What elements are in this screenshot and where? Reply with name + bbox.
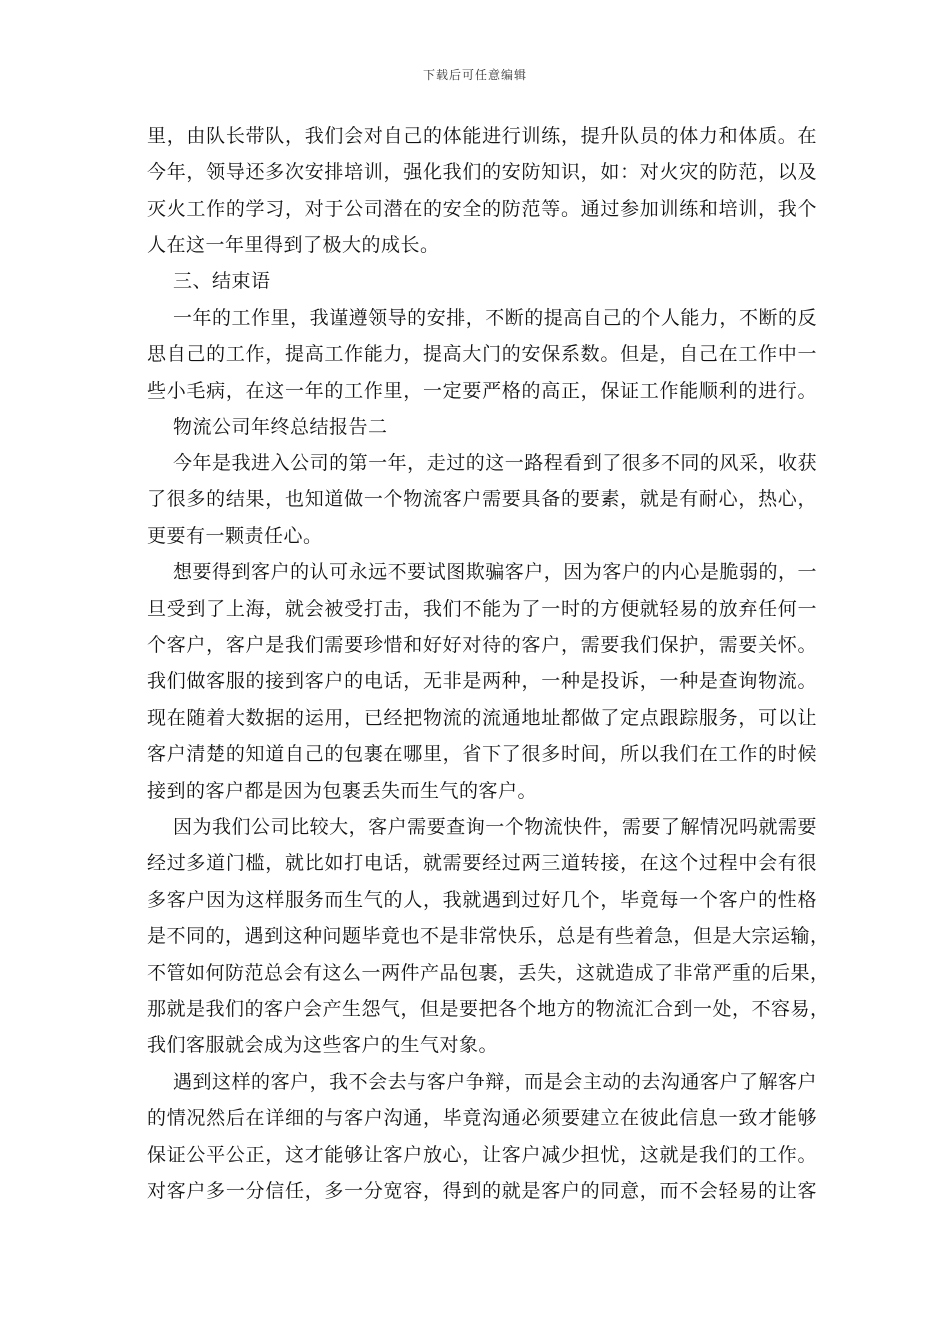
body-text-line: 人在这一年里得到了极大的成长。 <box>147 234 440 256</box>
body-text-line: 物流公司年终总结报告二 <box>173 416 388 438</box>
body-text-line: 三、结束语 <box>173 270 271 292</box>
body-text-line: 经过多道门槛，就比如打电话，就需要经过两三道转接，在这个过程中会有很 <box>147 852 817 874</box>
body-text-line: 现在随着大数据的运用，已经把物流的流通地址都做了定点跟踪服务，可以让 <box>147 707 817 729</box>
body-text-line: 因为我们公司比较大，客户需要查询一个物流快件，需要了解情况吗就需要 <box>173 816 817 838</box>
body-text-line: 些小毛病，在这一年的工作里，一定要严格的高正，保证工作能顺利的进行。 <box>147 380 817 402</box>
body-text-line: 个客户，客户是我们需要珍惜和好好对待的客户，需要我们保护，需要关怀。 <box>147 634 817 656</box>
page-header: 下载后可任意编辑 <box>422 68 527 82</box>
body-text-line: 想要得到客户的认可永远不要试图欺骗客户，因为客户的内心是脆弱的，一 <box>173 561 817 583</box>
body-text-line: 接到的客户都是因为包裹丢失而生气的客户。 <box>147 780 538 802</box>
body-text-line: 灭火工作的学习，对于公司潜在的安全的防范等。通过参加训练和培训，我个 <box>147 198 817 220</box>
body-text-line: 旦受到了上海，就会被受打击，我们不能为了一时的方便就轻易的放弃任何一 <box>147 598 817 620</box>
body-text-line: 客户清楚的知道自己的包裹在哪里，省下了很多时间，所以我们在工作的时候 <box>147 743 817 765</box>
body-text-line: 对客户多一分信任，多一分宽容，得到的就是客户的同意，而不会轻易的让客 <box>147 1180 817 1202</box>
body-text-line: 的情况然后在详细的与客户沟通，毕竟沟通必须要建立在彼此信息一致才能够 <box>147 1107 817 1129</box>
body-text-line: 遇到这样的客户，我不会去与客户争辩，而是会主动的去沟通客户了解客户 <box>173 1071 817 1093</box>
body-text-line: 今年是我进入公司的第一年，走过的这一路程看到了很多不同的风采，收获 <box>173 452 817 474</box>
body-text-line: 了很多的结果，也知道做一个物流客户需要具备的要素，就是有耐心，热心， <box>147 488 817 510</box>
body-text-line: 那就是我们的客户会产生怨气，但是要把各个地方的物流汇合到一处，不容易， <box>147 998 830 1020</box>
body-text-line: 今年，领导还多次安排培训，强化我们的安防知识，如：对火灾的防范，以及 <box>147 161 817 183</box>
body-text-line: 多客户因为这样服务而生气的人，我就遇到过好几个，毕竟每一个客户的性格 <box>147 889 817 911</box>
body-text-line: 保证公平公正，这才能够让客户放心，让客户减少担忧，这就是我们的工作。 <box>147 1144 817 1166</box>
body-text-line: 里，由队长带队，我们会对自己的体能进行训练，提升队员的体力和体质。在 <box>147 125 817 147</box>
body-text-line: 一年的工作里，我谨遵领导的安排，不断的提高自己的个人能力，不断的反 <box>173 307 817 329</box>
body-text-line: 不管如何防范总会有这么一两件产品包裹，丢失，这就造成了非常严重的后果， <box>147 962 830 984</box>
body-text-line: 我们客服就会成为这些客户的生气对象。 <box>147 1034 499 1056</box>
body-text-line: 是不同的，遇到这种问题毕竟也不是非常快乐，总是有些着急，但是大宗运输， <box>147 925 830 947</box>
body-text-line: 更要有一颗责任心。 <box>147 525 323 547</box>
body-text-line: 我们做客服的接到客户的电话，无非是两种，一种是投诉，一种是查询物流。 <box>147 670 817 692</box>
body-text-line: 思自己的工作，提高工作能力，提高大门的安保系数。但是，自己在工作中一 <box>147 343 817 365</box>
